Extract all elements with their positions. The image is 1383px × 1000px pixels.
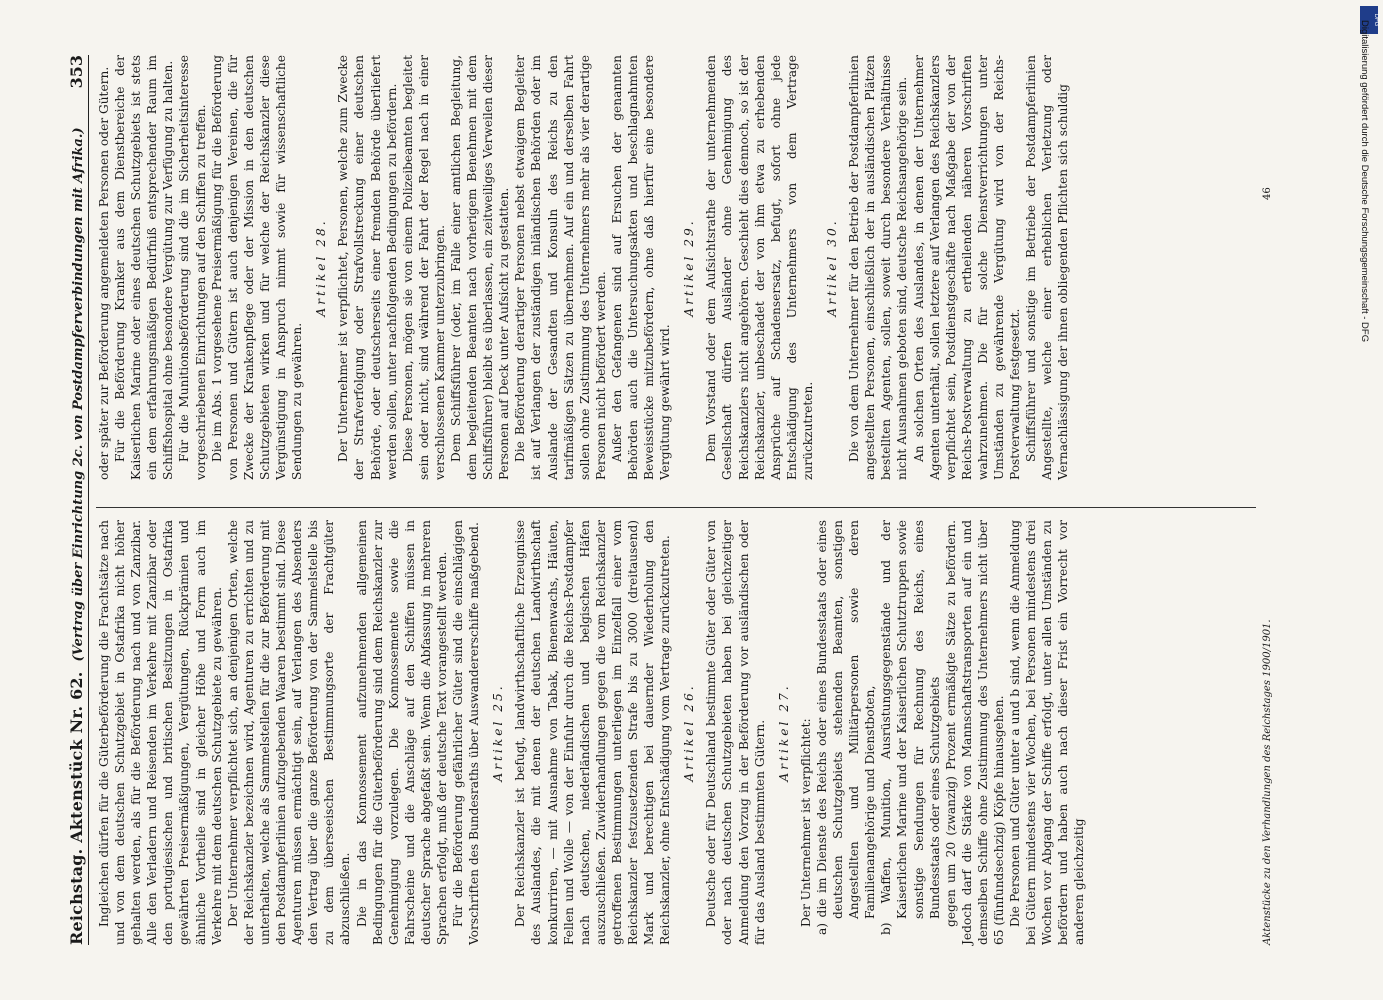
paragraph: Die von dem Unternehmer für den Betrieb der Postdampferlinien angestellten Personen, einschließlich der in ausländischen Plätzen bestellten Agenten, sollen, soweit durch besondere Verhältnisse nicht Ausnahmen geboten sind, deutsche Reichsangehörige sein. bbox=[847, 55, 910, 480]
paragraph: Für die Beförderung Kranker aus dem Dienstbereiche der Kaiserlichen Marine oder eines deutschen Schutzgebiets ist stets ein dem erfahrungsmäßigen Bedürfniß entsprechender Raum im Schiffshospital ohne besondere Vergütung zur Verfügung zu halten. bbox=[113, 55, 176, 480]
paragraph: Schiffsführer und sonstige im Betriebe der Postdampferlinien Angestellte, welche einer erheblichen Verletzung oder Vernachlässigung der ihnen obliegenden Pflichten sich schuldig bbox=[1024, 55, 1071, 480]
header-subtitle: (Vertrag über Einrichtung 2c. von Postdampferverbindungen mit Afrika.) bbox=[71, 127, 86, 662]
paragraph: gegen um 20 (zwanzig) Prozent ermäßigte Sätze zu befördern. Jedoch darf die Stärke von Mannschaftstransporten auf ein und demselben Schiffe ohne Zustimmung des Unternehmers nicht über 65 (fünfundsechzig) Köpfe hinausgehen. bbox=[943, 520, 1006, 945]
article-heading: Artikel 26. bbox=[682, 683, 697, 782]
paragraph: Der Reichskanzler ist befugt, landwirthschaftliche Erzeugnisse des Auslandes, die mit denen der deutschen Landwirthschaft konkurriren, — mit Ausnahme von Tabak, Bienenwachs, Häuten, Fellen und Wolle — von der Einfuhr durch die Reichs-Postdampfer nach deutschen, niederländischen und belgischen Häfen auszuschließen. Zuwiderhandlungen gegen die vom Reichskanzler getroffenen Bestimmungen unterliegen im Einzelfall einer vom Reichskanzler festzusetzenden Strafe bis zu 3000 (dreitausend) Mark und berechtigen bei dauernder Wiederholung den Reichskanzler, ohne Entschädigung vom Vertrage zurückzutreten. bbox=[513, 520, 673, 945]
paragraph: Dem Vorstand oder dem Aufsichtsrathe der unternehmenden Gesellschaft dürfen Ausländer ohne Genehmigung des Reichskanzlers nicht angehören. Geschieht dies dennoch, so ist der Reichskanzler, unbeschadet der von ihm etwa zu erhebenden Ansprüche auf Schadensersatz, befugt, sofort ohne jede Entschädigung des Unternehmers von dem Vertrage zurückzutreten. bbox=[704, 55, 815, 480]
paragraph: Außer den Gefangenen sind auf Ersuchen der genannten Behörden auch die Untersuchungsakten und beschlagnahmten Beweisstücke mitzubefördern, ohne daß hierfür eine besondere Vergütung gewährt wird. bbox=[609, 55, 673, 480]
paragraph: Die in das Konnossement aufzunehmenden allgemeinen Bedingungen für die Güterbeförderung sind dem Reichskanzler zur Genehmigung vorzulegen. Die Konnossemente sowie die Fahrscheine und die Anschläge auf den Schiffen müssen in deutscher Sprache abgefaßt sein. Wenn die Abfassung in mehreren Sprachen erfolgt, muß der deutsche Text vorangestellt werden. bbox=[354, 520, 449, 945]
list-item: a) die im Dienste des Reichs oder eines Bundesstaats oder eines deutschen Schutzgebiets stehenden Beamten, sonstigen Angestellten und Militärpersonen sowie deren Familienangehörige und Dienstboten, bbox=[814, 520, 878, 935]
paragraph: Die Beförderung derartiger Personen nebst etwaigem Begleiter ist auf Verlangen der zuständigen inländischen Behörden oder im Auslande der Gesandten und Konsuln des Reichs zu den tarifmäßigen Sätzen zu übernehmen. Auf ein und derselben Fahrt sollen ohne Zustimmung des Unternehmers mehr als vier derartige Personen nicht befördert werden. bbox=[513, 55, 608, 480]
article-heading: Artikel 30. bbox=[825, 218, 840, 317]
footer-note: Aktenstücke zu den Verhandlungen des Reichstages 1900/1901. bbox=[1262, 619, 1273, 945]
paragraph: Die im Abs. 1 vorgesehene Preisermäßigung für die Beförderung von Personen und Gütern ist auch denjenigen Vereinen, die für Zwecke der Krankenpflege oder der Mission in den deutschen Schutzgebieten wirken und für welche der Reichskanzler diese Vergünstigung in Anspruch nimmt sowie für wissenschaftliche Sendungen zu gewähren. bbox=[209, 55, 305, 480]
paragraph: Für die Munitionsbeförderung sind die im Sicherheitsinteresse vorgeschriebenen Einrichtungen auf den Schiffen zu treffen. bbox=[177, 55, 208, 480]
paragraph: Die Personen und Güter unter a und b sind, wenn die Anmeldung bei Gütern mindestens vier Wochen, bei Personen mindestens drei Wochen vor Abgang der Schiffe erfolgt, unter allen Umständen zu befördern und haben auch nach dieser Frist ein Vorrecht vor anderen gleichzeitig bbox=[1008, 520, 1087, 945]
paragraph: Der Unternehmer ist verpflichtet: bbox=[798, 718, 813, 927]
paragraph: Diese Personen, mögen sie von einem Polizeibeamten begleitet sein oder nicht, sind während der Fahrt der Regel nach in einer verschlossenen Kammer unterzubringen. bbox=[400, 55, 447, 480]
left-column bbox=[96, 520, 1246, 945]
svg-text:DFG: DFG bbox=[1373, 13, 1379, 27]
article-heading: Artikel 28. bbox=[314, 218, 329, 317]
page-header bbox=[56, 55, 89, 945]
paragraph: Deutsche oder für Deutschland bestimmte Güter oder Güter von oder nach deutschen Schutzgebieten haben bei gleichzeitiger Anmeldung den Vorzug in der Beförderung vor ausländischen oder für das Ausland bestimmten Gütern. bbox=[704, 520, 767, 945]
article-heading: Artikel 27. bbox=[776, 683, 791, 782]
right-column bbox=[96, 55, 1246, 480]
paragraph: An solchen Orten des Auslandes, in denen der Unternehmer Agenten unterhält, sollen letztere auf Verlangen des Reichskanzlers verpflichtet sein, Postdienstgeschäfte nach Maßgabe der von der Reichs-Postverwaltung zu ertheilenden näheren Vorschriften wahrzunehmen. Die für solche Dienstverrichtungen unter Umständen zu gewährende Vergütung wird von der Reichs-Postverwaltung festgesetzt. bbox=[911, 55, 1023, 480]
article-heading: Artikel 25. bbox=[491, 683, 506, 782]
paragraph: Der Unternehmer ist verpflichtet, Personen, welche zum Zwecke der Strafverfolgung oder Strafvollstreckung einer deutschen Behörde, oder deutscherseits einer fremden Behörde überliefert werden sollen, unter nachfolgenden Bedingungen zu befördern. bbox=[336, 55, 399, 480]
paragraph: Für die Beförderung gefährlicher Güter sind die einschlägigen Vorschriften des Bundesraths über Auswandererschiffe maßgebend. bbox=[451, 520, 482, 945]
page-number: 353 bbox=[67, 55, 86, 89]
column-divider bbox=[96, 507, 1256, 508]
paragraph: Ingleichen dürfen für die Güterbeförderung die Frachtsätze nach und von dem deutschen Schutzgebiet in Ostafrika nicht höher gehalten werden, als für die Beförderung nach und von Zanzibar. Alle den Verladern und Reisenden im Verkehre mit Zanzibar oder den portugiesischen und britischen Besitzungen in Ostafrika gewährten Preisermäßigungen, Vergütungen, Rückprämien und ähnliche Vortheile sind in gleicher Höhe und Form auch im Verkehre mit dem deutschen Schutzgebiete zu gewähren. bbox=[97, 520, 224, 945]
list-item: b) Waffen, Munition, Ausrüstungsgegenstände und der Kaiserlichen Marine und der Kaiserlichen Schutztruppen sowie sonstige Sendungen für Rechnung des Reichs, eines Bundesstaats oder eines Schutzgebiets bbox=[879, 520, 942, 935]
paragraph: Dem Schiffsführer (oder, im Falle einer amtlichen Begleitung, dem begleitenden Beamten nach vorherigem Benehmen mit dem Schiffsführer) bleibt es überlassen, ein zeitweiliges Verweilen dieser Personen auf Deck unter Aufsicht zu gestatten. bbox=[448, 55, 512, 480]
sheet-number: 46 bbox=[1262, 187, 1273, 200]
header-title: Reichstag. Aktenstück Nr. 62. bbox=[67, 671, 86, 945]
article-heading: Artikel 29. bbox=[682, 218, 697, 317]
paragraph: oder später zur Beförderung angemeldeten Personen oder Gütern. bbox=[97, 66, 111, 480]
paragraph: Der Unternehmer verpflichtet sich, an denjenigen Orten, welche der Reichskanzler bezeichnen wird, Agenturen zu errichten und zu unterhalten, welche als Sammelstellen für die zur Beförderung mit den Postdampferlinien aufzugebenden Waaren bestimmt sind. Diese Agenturen müssen ermächtigt sein, auf Verlangen des Absenders den Vertrag über die ganze Beförderung von der Sammelstelle bis zu dem überseeischen Bestimmungsorte der Frachtgüter abzuschließen. bbox=[225, 520, 353, 945]
digitization-credit: Digitalisierung gefördert durch die Deutsche Forschungsgemeinschaft - DFG bbox=[1359, 20, 1370, 343]
